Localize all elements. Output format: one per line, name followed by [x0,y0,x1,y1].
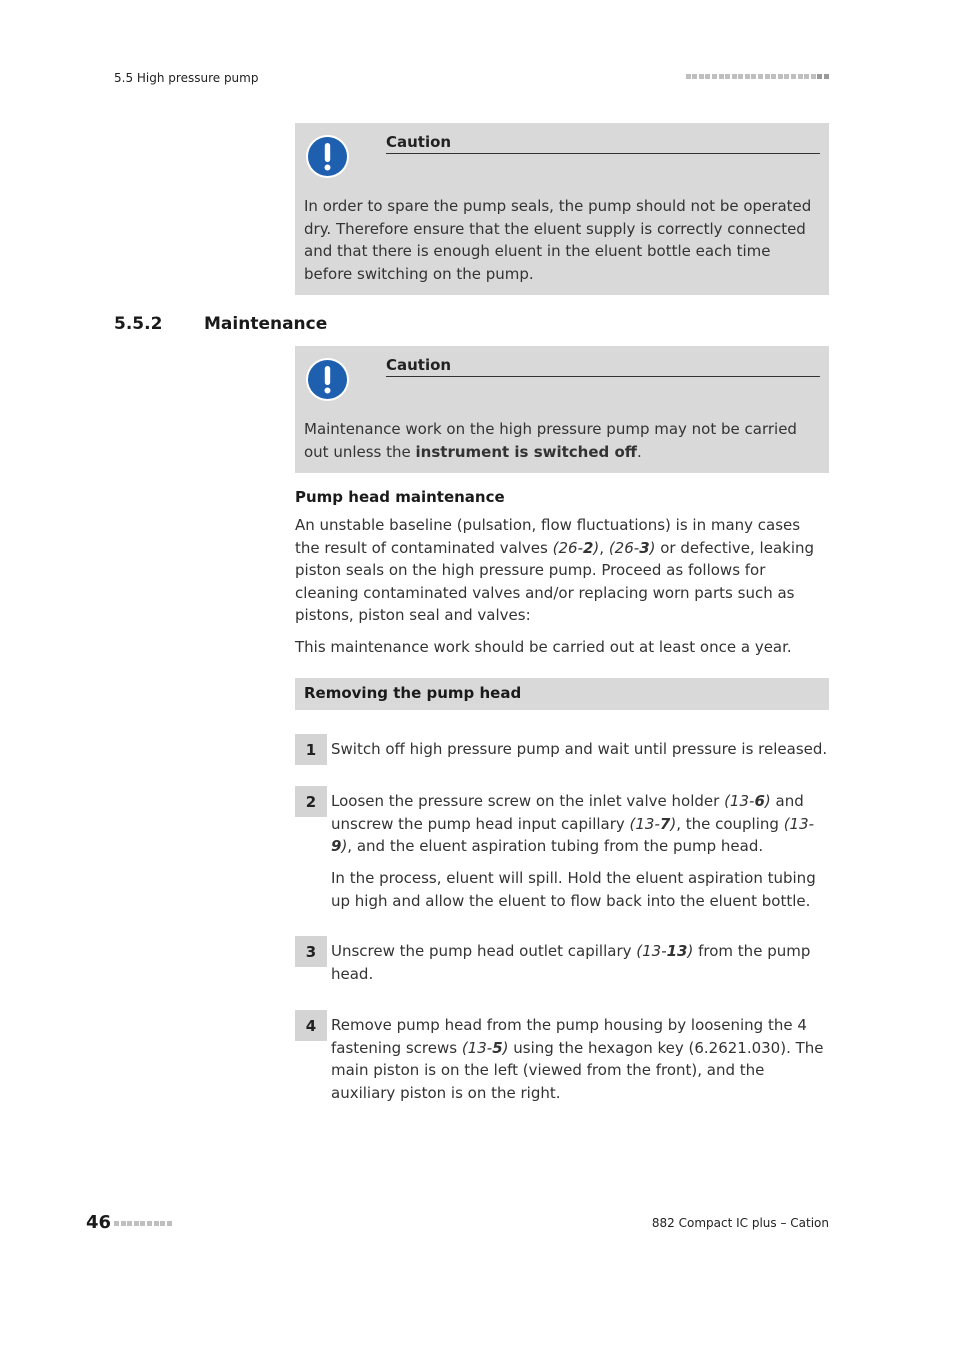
header-decoration [686,74,829,79]
page-number: 46 [86,1212,112,1233]
figure-reference: (13-7) [629,814,677,833]
step-number: 4 [295,1010,327,1041]
caution-title: Caution [386,133,820,154]
step-number: 3 [295,936,327,967]
caution-text: In order to spare the pump seals, the pump should not be operated dry. Therefore ensure that the eluent supply is correctly connected and that there is enough eluent in the eluent bottle each time before switching on the pump. [304,197,812,283]
step-text: Unscrew the pump head outlet capillary (13-13) from the pump head. [331,942,811,983]
paragraph: This maintenance work should be carried out at least once a year. [295,638,792,656]
caution-title: Caution [386,356,820,377]
procedure-title-bar [295,678,829,710]
caution-text: Maintenance work on the high pressure pump may not be carried out unless the instrument is switched off. [304,420,797,461]
step-text: Remove pump head from the pump housing by loosening the 4 fastening screws (13-5) using the hexagon key (6.2621.030). The main piston is on the left (viewed from the front), and the auxiliary piston is on the right. [331,1016,824,1102]
figure-reference: (13-5) [461,1038,509,1057]
step-number: 1 [295,734,327,765]
step-number: 2 [295,786,327,817]
section-number: 5.5.2 [114,314,163,334]
step-note: In the process, eluent will spill. Hold the eluent aspiration tubing up high and allow the eluent to flow back into the eluent bottle. [331,869,816,910]
exclamation-icon [305,134,350,179]
subsection-heading: Pump head maintenance [295,488,505,506]
paragraph: An unstable baseline (pulsation, flow fluctuations) is in many cases the result of contaminated valves (26-2), (26-3) or defective, leaking piston seals on the high pressure pump. Proceed as follows for cleaning contaminated valves and/or replacing worn parts such as pistons, piston seal and valves: [295,516,815,624]
section-title: Maintenance [204,314,328,334]
figure-reference: (13-9) [331,814,815,855]
running-header: 5.5 High pressure pump [114,71,259,85]
caution-box [295,123,829,295]
step-text: Loosen the pressure screw on the inlet valve holder (13-6) and unscrew the pump head input capillary (13-7), the coupling (13-9), and the eluent aspiration tubing from the pump head. [331,792,815,855]
figure-reference: (26-3) [608,538,656,557]
procedure-title: Removing the pump head [304,684,522,702]
figure-reference: (26-2) [552,538,600,557]
step-text: Switch off high pressure pump and wait until pressure is released. [331,740,828,758]
figure-reference: (13-13) [636,942,694,960]
footer-product-name: 882 Compact IC plus – Cation [651,1216,829,1230]
caution-box [295,346,829,473]
exclamation-icon [305,357,350,402]
footer-decoration [114,1221,172,1226]
figure-reference: (13-6) [724,792,771,810]
